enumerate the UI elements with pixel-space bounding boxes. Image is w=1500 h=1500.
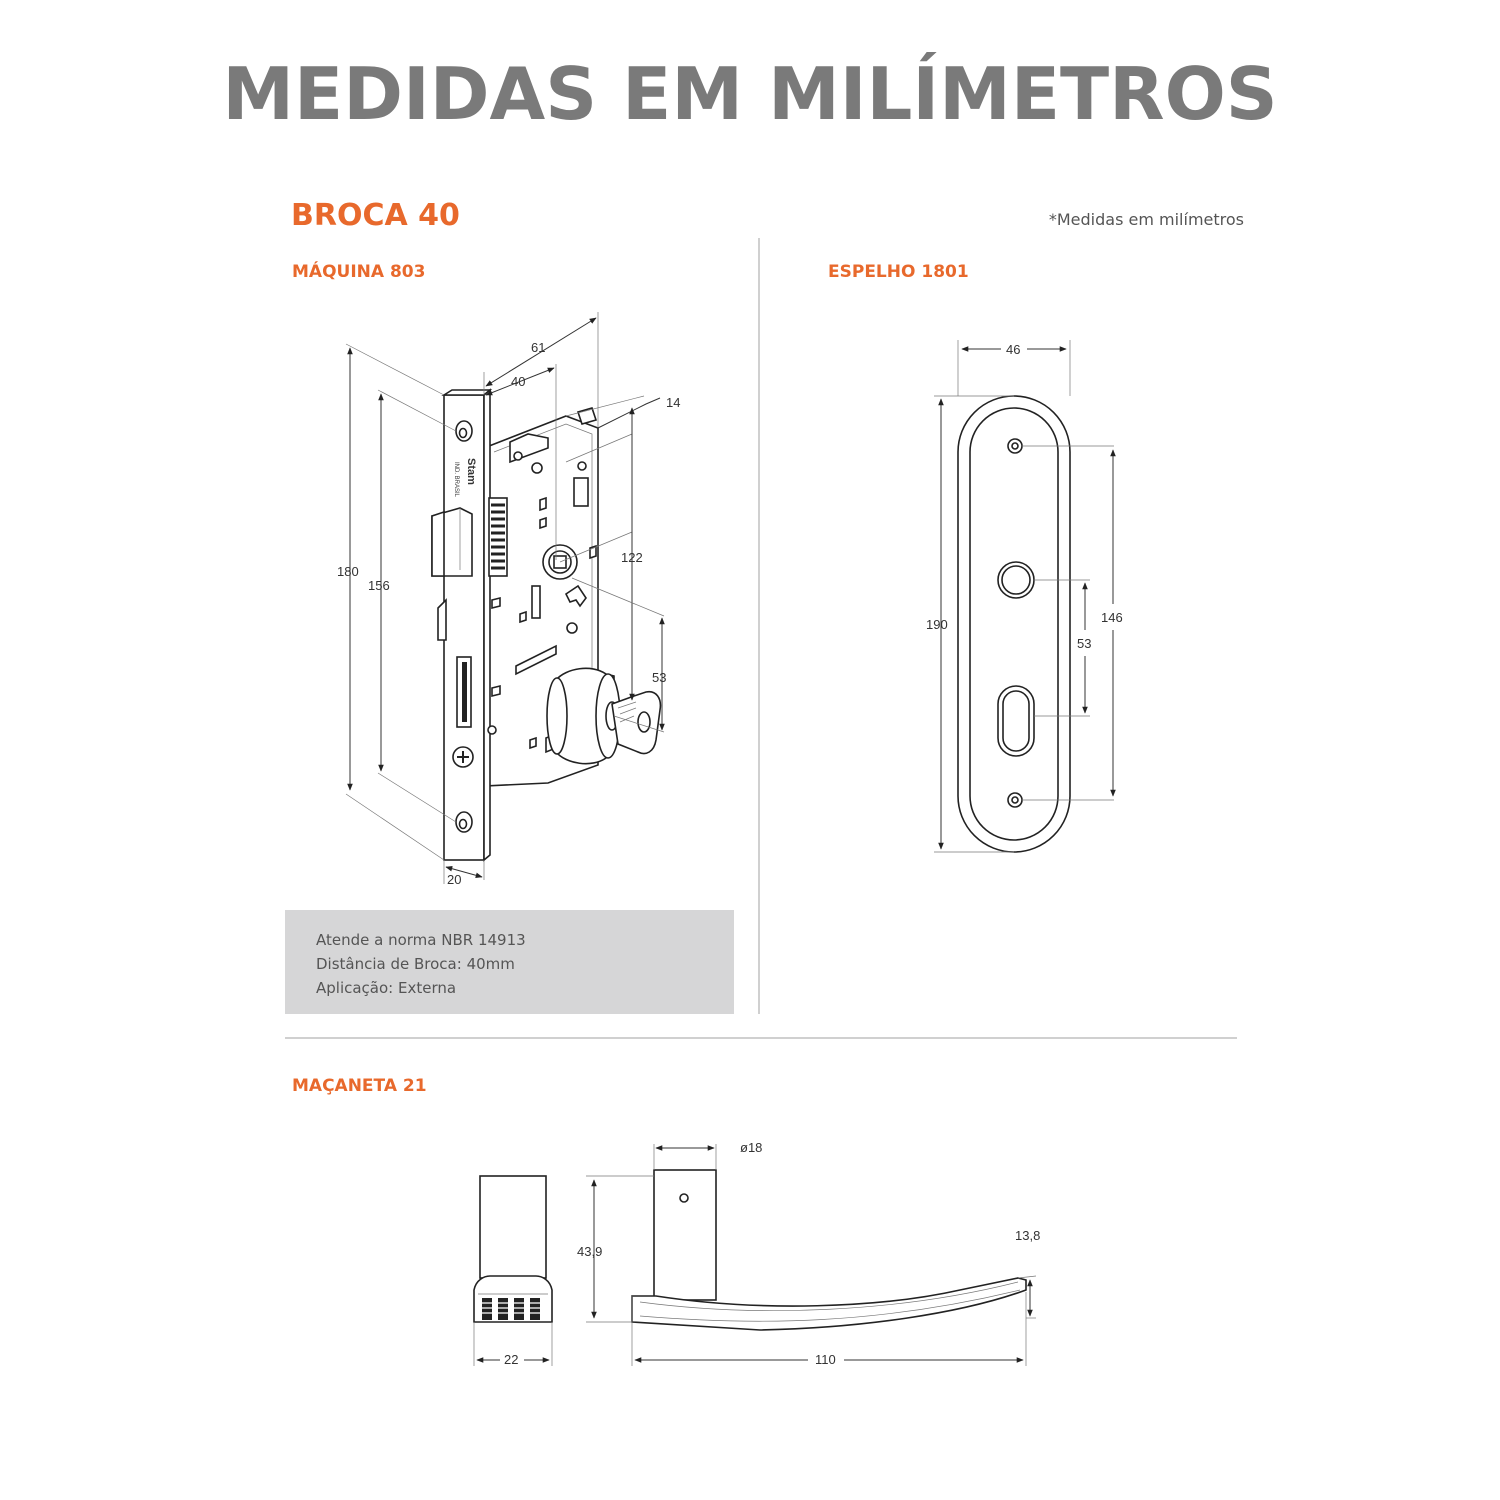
dim-190: 190 xyxy=(926,617,948,632)
handle-neck xyxy=(654,1170,716,1300)
dim-20: 20 xyxy=(447,872,462,887)
dim-53-espelho: 53 xyxy=(1077,636,1092,651)
handle-side-neck xyxy=(480,1176,546,1278)
dim-61: 61 xyxy=(531,340,546,355)
macaneta-label: MAÇANETA 21 xyxy=(292,1076,427,1096)
dim-o18: ø18 xyxy=(740,1140,763,1155)
dim-53: 53 xyxy=(652,670,667,685)
dim-156: 156 xyxy=(368,578,390,593)
spec-item: Distância de Broca: 40mm xyxy=(316,955,515,973)
macaneta-drawing xyxy=(474,1140,1040,1367)
dim-40: 40 xyxy=(511,374,526,389)
espelho-drawing xyxy=(926,340,1123,852)
spring-mechanism xyxy=(489,498,507,576)
dim-22: 22 xyxy=(504,1352,519,1367)
spec-item: Aplicação: Externa xyxy=(316,979,457,997)
faceplate xyxy=(444,395,484,860)
dim-122: 122 xyxy=(621,550,643,565)
page-title: MEDIDAS EM MILÍMETROS xyxy=(222,52,1278,136)
brand-mark: Stam xyxy=(465,458,477,485)
escutcheon-inner xyxy=(970,408,1058,840)
espelho-label: ESPELHO 1801 xyxy=(828,262,969,282)
dim-180: 180 xyxy=(337,564,359,579)
spec-item: Atende a norma NBR 14913 xyxy=(316,931,526,949)
dim-14: 14 xyxy=(666,395,681,410)
dim-146: 146 xyxy=(1101,610,1123,625)
key xyxy=(612,692,660,754)
brand-sub: IND. BRASIL xyxy=(453,462,459,498)
section-title: BROCA 40 xyxy=(291,198,460,233)
maquina-drawing xyxy=(337,312,680,887)
dim-110: 110 xyxy=(815,1352,836,1367)
dim-43-9: 43,9 xyxy=(577,1244,603,1259)
units-note: *Medidas em milímetros xyxy=(1048,210,1244,229)
dim-46: 46 xyxy=(1006,342,1021,357)
lock-cylinder xyxy=(547,668,620,763)
dim-13-8: 13,8 xyxy=(1015,1228,1041,1243)
maquina-label: MÁQUINA 803 xyxy=(292,262,426,282)
